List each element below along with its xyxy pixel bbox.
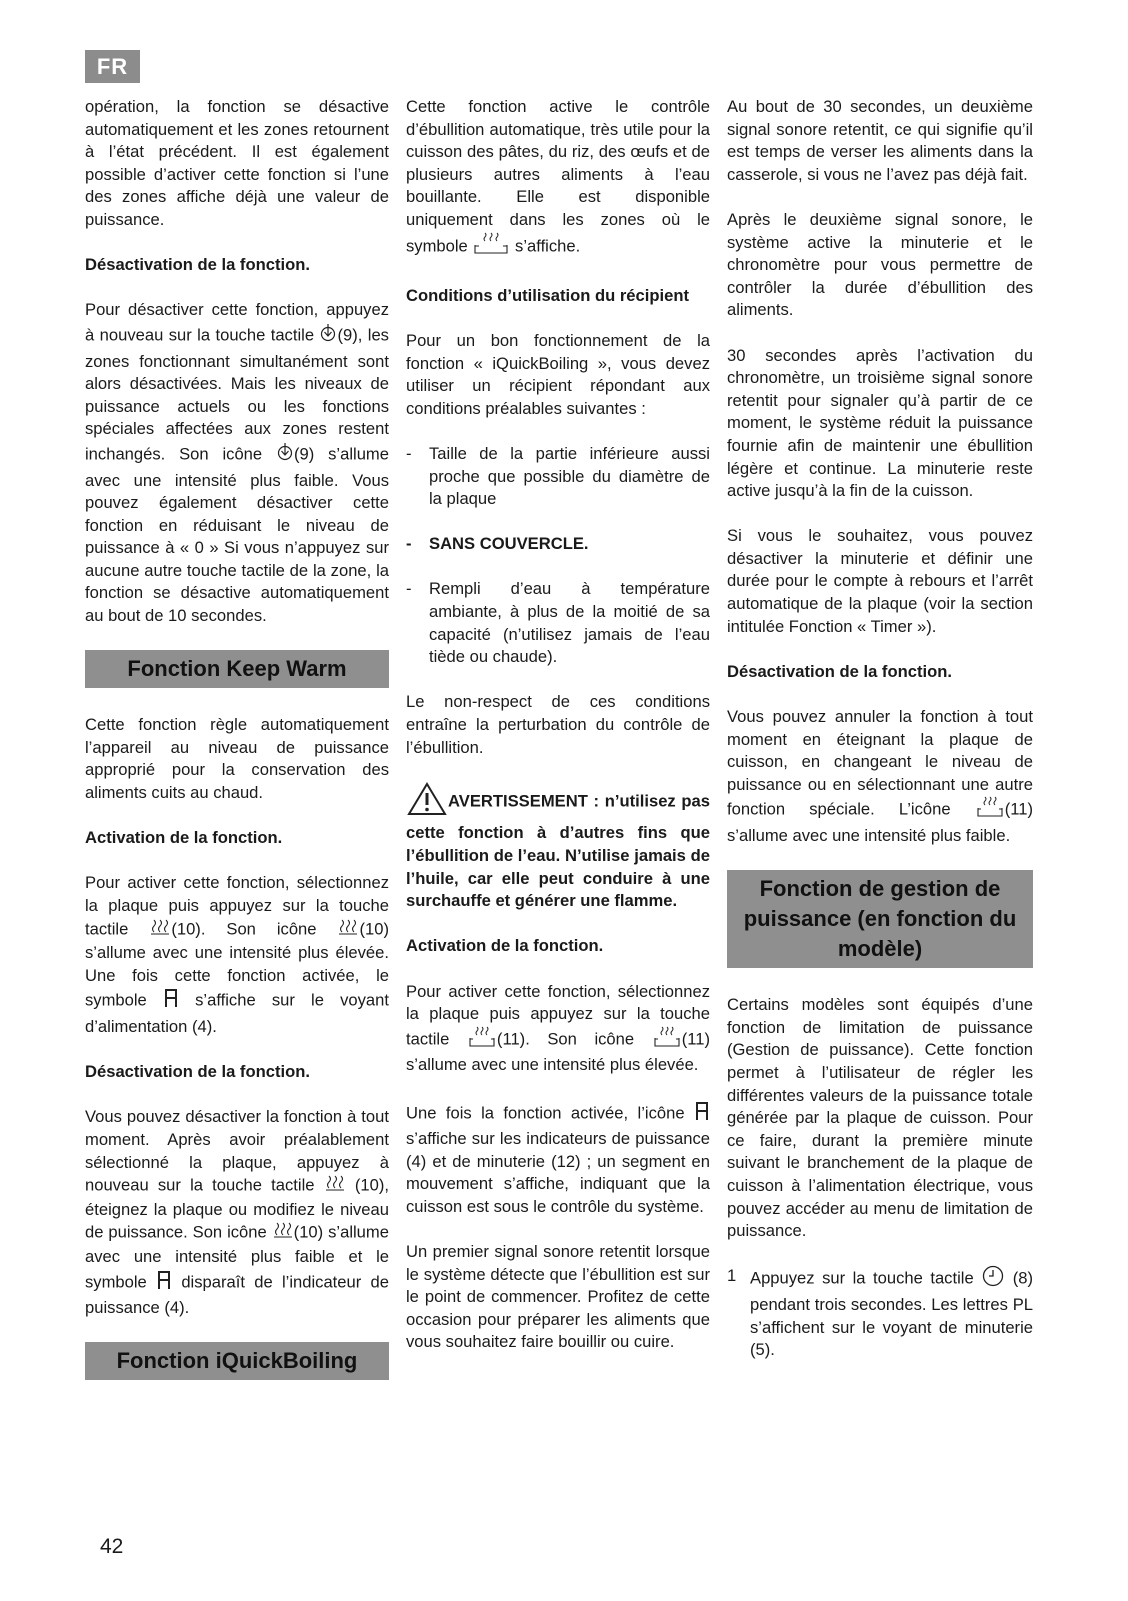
paragraph <box>85 872 389 1038</box>
keep-warm-icon <box>273 1221 293 1246</box>
text: Pour activer cette fonction, sélectionnez la plaque puis appuyez sur la touche tactile <box>406 981 710 1049</box>
text: (11) s’allume avec une intensité plus élevée. <box>406 1029 710 1075</box>
seven-segment-a-icon <box>157 1269 171 1298</box>
text: Appuyez sur la touche tactile <box>750 1269 974 1288</box>
step-number: 1 <box>727 1266 737 1286</box>
text: (10), éteignez la plaque ou modifiez le niveau de puissance. Son icône <box>85 1175 389 1242</box>
paragraph: Au bout de 30 secondes, un deuxième signal sonore retentit, ce qui signifie qu’il est temps de verser les aliments dans la casserole, si vous ne l’avez pas déjà fait. <box>727 97 1033 184</box>
text: (10) s’allume avec une intensité plus élevée. Une fois cette fonction activée, le symbole <box>85 919 389 1011</box>
text: Vous pouvez annuler la fonction à tout moment en éteignant la plaque de cuisson, en changeant le niveau de puissance ou en sélectionnant une autre fonction spéciale. L’icône <box>727 707 1033 820</box>
text: s’affiche sur les indicateurs de puissance (4) et de minuterie (12) ; un segment en mouvement s’affiche, indiquant que la cuisson est sous le contrôle du système. <box>406 1129 710 1216</box>
text: (10) s’allume avec une intensité plus faible et le symbole <box>85 1223 389 1292</box>
paragraph: Si vous le souhaitez, vous pouvez désactiver la minuterie et définir une durée pour le compte à rebours et l’arrêt automatique de la plaque (voir la section intitulée Fonction « Timer »). <box>727 526 1033 636</box>
paragraph <box>85 299 389 627</box>
subheading-conditions: Conditions d’utilisation du récipient <box>406 285 690 305</box>
text: (9), les zones fonctionnant simultanément sont alors désactivées. Mais les niveaux de puissance actuels ou les fonctions spéciales affectées aux zones restent inchangés. Son icône <box>85 325 389 464</box>
paragraph: Pour un bon fonctionnement de la fonction « iQuickBoiling », vous devez utiliser un récipient répondant aux conditions préalables suivantes : <box>406 330 710 418</box>
paragraph: Certains modèles sont équipés d’une fonction de limitation de puissance (Gestion de puissance). Cette fonction permet à l’utilisateur de régler les différentes valeurs de la puissance totale générée par la plaque de cuisson. Pour ce faire, durant la première minute suivant le branchement de la plaque de cuisson à l’alimentation électrique, vous pouvez accéder au menu de limitation de puissance. <box>727 995 1033 1241</box>
paragraph: Le non-respect de ces conditions entraîne la perturbation du contrôle de l’ébullition. <box>406 692 710 757</box>
paragraph <box>406 1100 710 1219</box>
text: Pour activer cette fonction, sélectionnez la plaque puis appuyez sur la touche tactile <box>85 873 389 939</box>
section-heading-power-management: Fonction de gestion de puissance (en fonction du modèle) <box>727 870 1033 968</box>
paragraph: Après le deuxième signal sonore, le système active la minuterie et le chronomètre pour vous permettre de contrôler la durée d’ébullition des aliments. <box>727 209 1033 320</box>
text: (10). Son icône <box>171 919 317 939</box>
conditions-list <box>406 443 710 669</box>
keep-warm-icon <box>150 918 170 943</box>
column-3 <box>727 96 1033 1362</box>
text: Pour désactiver cette fonction, appuyez à nouveau sur la touche tactile <box>85 300 389 345</box>
text: s’affiche sur le voyant d’alimentation (4). <box>85 991 389 1036</box>
text: Une fois la fonction activée, l’icône <box>406 1103 685 1123</box>
page-number: 42 <box>100 1535 124 1558</box>
warning-block <box>406 782 710 913</box>
subheading-deactivation: Désactivation de la fonction. <box>85 1062 310 1082</box>
boiling-pot-icon <box>653 1026 681 1055</box>
subheading-activation: Activation de la fonction. <box>406 936 604 956</box>
steps-list <box>727 1265 1033 1361</box>
paragraph: 30 secondes après l’activation du chronomètre, un troisième signal sonore retentit pour signaler qu’à partir de ce moment, le système réduit la puissance fournie afin de maintenir une ébullition légère et continue. La minuterie reste active jusqu’à la fin de la cuisson. <box>727 345 1033 501</box>
subheading-deactivation: Désactivation de la fonction. <box>85 255 310 275</box>
text: Cette fonction active le contrôle d’ébullition automatique, très utile pour la cuisson des pâtes, du riz, des œufs et de plusieurs autres aliments à l’eau bouillante. Elle est disponible uniquement dans les zones où le symbole <box>406 97 710 256</box>
column-2 <box>406 96 710 1377</box>
paragraph <box>406 96 710 262</box>
warning-triangle-icon <box>407 782 447 823</box>
text: (11) s’allume avec une intensité plus faible. <box>727 800 1033 845</box>
boiling-pot-icon <box>976 796 1004 825</box>
text: (9) s’allume avec une intensité plus faible. Vous pouvez également désactiver cette fonction en réduisant le niveau de puissance à « 0 » Si vous n’appuyez sur aucune autre touche tactile de la zone, la fonction se désactive automatiquement au bout de 10 secondes. <box>85 444 389 626</box>
paragraph: Cette fonction règle automatiquement l’appareil au niveau de puissance approprié pour la conservation des aliments cuits au chaud. <box>85 715 389 803</box>
text: disparaît de l’indicateur de puissance (4). <box>85 1272 389 1318</box>
text: (11). Son icône <box>496 1029 635 1049</box>
boiling-pot-icon <box>473 232 509 263</box>
timer-clock-icon <box>982 1265 1004 1294</box>
paragraph <box>727 706 1033 848</box>
subheading-deactivation: Désactivation de la fonction. <box>727 661 952 681</box>
keep-warm-icon <box>338 918 358 943</box>
warning-text: AVERTISSEMENT : n’utilisez pas cette fonction à d’autres fins que l’ébullition de l’eau. N’utilise jamais de l’huile, car elle peut conduire à une surchauffe et générer une flamme. <box>406 791 710 911</box>
section-heading-keep-warm: Fonction Keep Warm <box>85 650 389 688</box>
text: Vous pouvez désactiver la fonction à tout moment. Après avoir préalablement sélectionné la plaque, appuyez à nouveau sur la touche tactile <box>85 1107 389 1195</box>
multi-zone-icon <box>277 441 293 470</box>
boiling-pot-icon <box>468 1026 496 1055</box>
paragraph: opération, la fonction se désactive automatiquement et les zones retournent à l’état précédent. Il est également possible d’activer cette fonction si l’une des zones affiche déjà une valeur de puissance. <box>85 97 389 229</box>
section-heading-iquickboiling: Fonction iQuickBoiling <box>85 1342 389 1380</box>
text: (8) pendant trois secondes. Les lettres PL s’affichent sur le voyant de minuterie (5). <box>750 1269 1033 1360</box>
seven-segment-a-icon <box>695 1100 709 1129</box>
list-item: - Taille de la partie inférieure aussi proche que possible du diamètre de la plaque <box>406 443 710 509</box>
text: s’affiche. <box>515 236 581 256</box>
seven-segment-a-icon <box>164 987 178 1016</box>
subheading-activation: Activation de la fonction. <box>85 828 283 848</box>
list-item: - SANS COUVERCLE. <box>406 534 589 554</box>
paragraph <box>406 981 710 1077</box>
multi-zone-icon <box>320 322 336 351</box>
list-item: - Rempli d’eau à température ambiante, à plus de la moitié de sa capacité (n’utilisez jamais de l’eau tiède ou chaude). <box>406 579 710 667</box>
paragraph <box>85 1106 389 1319</box>
language-tab: FR <box>85 50 140 83</box>
keep-warm-icon <box>325 1174 345 1199</box>
column-1 <box>85 96 389 1406</box>
step-item <box>727 1265 1033 1361</box>
paragraph: Un premier signal sonore retentit lorsque le système détecte que l’ébullition est sur le point de commencer. Profitez de cette occasion pour préparer les aliments que vous souhaitez faire bouillir ou cuire. <box>406 1242 710 1352</box>
